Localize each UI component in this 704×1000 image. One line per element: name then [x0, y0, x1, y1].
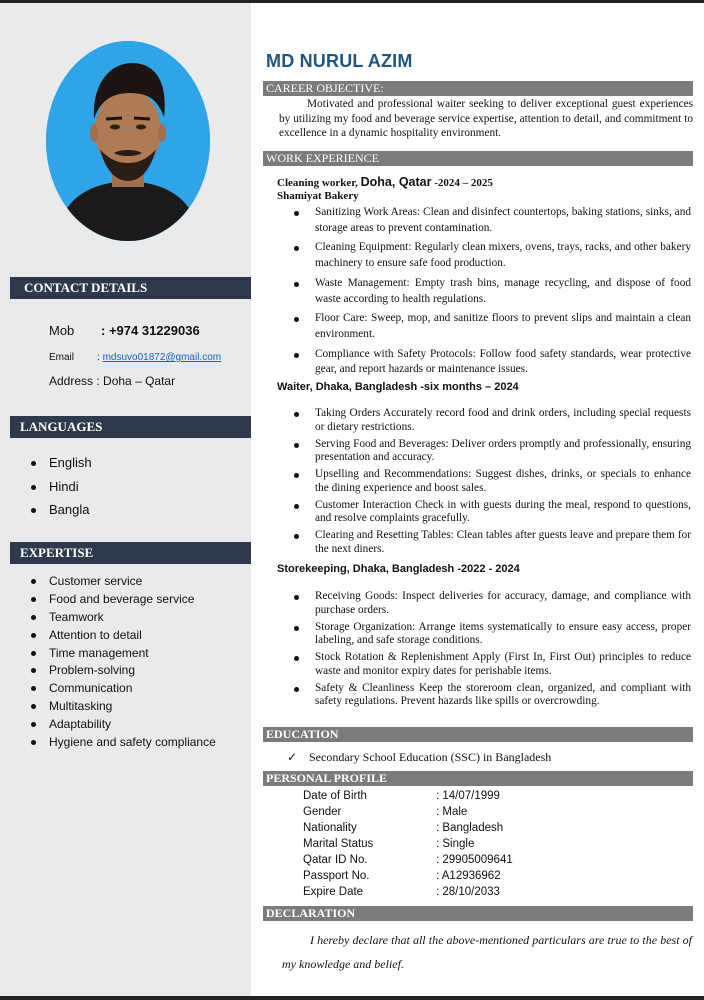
duty-item: Upselling and Recommendations: Suggest dishes, drinks, or specials to enhance the dining experience and boost sales. — [292, 468, 691, 495]
duty-item: Receiving Goods: Inspect deliveries for accuracy, damage, and compliance with purchase orders. — [292, 590, 691, 617]
expertise-item: Problem-solving — [30, 662, 216, 680]
duty-item: Floor Care: Sweep, mop, and sanitize floors to prevent slips and maintain a clean environment. — [292, 311, 691, 343]
expertise-list — [30, 573, 216, 752]
job-title-cleaning — [277, 175, 493, 189]
expertise-item: Communication — [30, 680, 216, 698]
profile-row — [303, 868, 513, 884]
profile-row — [303, 820, 513, 836]
job-duties-waiter — [292, 407, 691, 560]
sidebar — [0, 3, 251, 996]
profile-key: Marital Status — [303, 838, 374, 850]
profile-photo — [46, 41, 210, 241]
contact-address — [49, 374, 175, 388]
job-location: Doha, Qatar — [360, 175, 432, 189]
languages-heading: LANGUAGES — [10, 416, 251, 438]
job-duties-storekeeping — [292, 590, 691, 712]
profile-value: : 14/07/1999 — [436, 790, 500, 802]
email-label: Email — [49, 352, 75, 363]
language-item: Hindi — [30, 479, 92, 503]
mobile-label: Mob — [49, 323, 75, 338]
profile-key: Nationality — [303, 822, 357, 834]
duty-item: Clearing and Resetting Tables: Clean tables after guests leave and prepare them for the next diners. — [292, 529, 691, 556]
expertise-item: Attention to detail — [30, 627, 216, 645]
job-title-waiter: Waiter, Dhaka, Bangladesh -six months – 2024 — [277, 381, 519, 393]
work-experience-heading: WORK EXPERIENCE — [263, 151, 693, 166]
profile-row — [303, 836, 513, 852]
address-label: Address — [49, 374, 94, 388]
contact-heading: CONTACT DETAILS — [10, 277, 251, 299]
job-role: Cleaning worker, — [277, 177, 361, 189]
profile-value: : 28/10/2033 — [436, 886, 500, 898]
duty-item: Safety & Cleanliness Keep the storeroom clean, organized, and compliant with safety regulations. Prevent hazards like spills or overcrowding. — [292, 682, 691, 709]
contact-mobile — [49, 323, 200, 338]
duty-item: Cleaning Equipment: Regularly clean mixers, ovens, trays, racks, and other bakery machinery to ensure safe food production. — [292, 240, 691, 272]
page-bottom-border — [0, 996, 704, 1000]
address-value: : Doha – Qatar — [96, 374, 176, 388]
profile-value: : 29905009641 — [436, 854, 513, 866]
profile-value: : A12936962 — [436, 870, 501, 882]
languages-list — [30, 455, 92, 526]
portrait-illustration — [46, 41, 210, 241]
expertise-item: Hygiene and safety compliance — [30, 734, 216, 752]
language-item: English — [30, 455, 92, 479]
profile-key: Passport No. — [303, 870, 370, 882]
profile-key: Date of Birth — [303, 790, 367, 802]
expertise-item: Multitasking — [30, 698, 216, 716]
duty-item: Storage Organization: Arrange items systematically to ensure easy access, proper labeling, and safe storage conditions. — [292, 621, 691, 648]
duty-item: Waste Management: Empty trash bins, manage recycling, and dispose of food waste according to health regulations. — [292, 276, 691, 308]
mobile-value: : +974 31229036 — [101, 323, 200, 338]
expertise-item: Time management — [30, 645, 216, 663]
education-text: Secondary School Education (SSC) in Bangladesh — [309, 750, 552, 764]
profile-key: Qatar ID No. — [303, 854, 368, 866]
contact-email: Email : mdsuvo01872@gmail.com — [49, 352, 222, 363]
language-item: Bangla — [30, 502, 92, 526]
expertise-item: Teamwork — [30, 609, 216, 627]
job-dates: -2024 – 2025 — [431, 177, 493, 189]
duty-item: Compliance with Safety Protocols: Follow food safety standards, wear protective gear, and report hazards or maintenance issues. — [292, 347, 691, 379]
education-item — [287, 750, 551, 765]
duty-item: Customer Interaction Check in with guests during the meal, respond to questions, and resolve complaints gracefully. — [292, 499, 691, 526]
personal-profile-table — [303, 788, 513, 900]
education-heading: EDUCATION — [263, 727, 693, 742]
profile-value: : Single — [436, 838, 475, 850]
expertise-item: Customer service — [30, 573, 216, 591]
expertise-item: Adaptability — [30, 716, 216, 734]
profile-value: : Male — [436, 806, 468, 818]
declaration-heading: DECLARATION — [263, 906, 693, 921]
profile-row — [303, 852, 513, 868]
duty-item: Serving Food and Beverages: Deliver orders promptly and professionally, ensuring presentation and accuracy. — [292, 438, 691, 465]
profile-row — [303, 804, 513, 820]
check-icon: ✓ — [287, 750, 298, 764]
candidate-name: MD NURUL AZIM — [266, 51, 413, 71]
duty-item: Taking Orders Accurately record food and drink orders, including special requests or dietary restrictions. — [292, 407, 691, 434]
email-link[interactable]: mdsuvo01872@gmail.com — [102, 352, 222, 363]
profile-key: Gender — [303, 806, 342, 818]
declaration-text: I hereby declare that all the above-mentioned particulars are true to the best of my knowledge and belief. — [282, 933, 692, 971]
company-name: Shamiyat Bakery — [277, 190, 359, 202]
job-title-storekeeping: Storekeeping, Dhaka, Bangladesh -2022 - 2024 — [277, 563, 520, 575]
career-objective-heading: CAREER OBJECTIVE: — [263, 81, 693, 96]
job-duties-cleaning — [292, 205, 691, 382]
duty-item: Sanitizing Work Areas: Clean and disinfect countertops, baking stations, sinks, and storage areas to prevent contamination. — [292, 205, 691, 237]
expertise-heading: EXPERTISE — [10, 542, 251, 564]
expertise-item: Food and beverage service — [30, 591, 216, 609]
career-objective-text: Motivated and professional waiter seeking to deliver exceptional guest experiences by utilizing my food and beverage service expertise, attention to detail, and commitment to excellence in a dynamic hospitality environment. — [279, 98, 693, 139]
profile-row — [303, 884, 513, 900]
personal-profile-heading: PERSONAL PROFILE — [263, 771, 693, 786]
profile-key: Expire Date — [303, 886, 364, 898]
profile-value: : Bangladesh — [436, 822, 504, 834]
profile-row — [303, 788, 513, 804]
duty-item: Stock Rotation & Replenishment Apply (First In, First Out) principles to reduce waste and monitor expiry dates for perishable items. — [292, 651, 691, 678]
